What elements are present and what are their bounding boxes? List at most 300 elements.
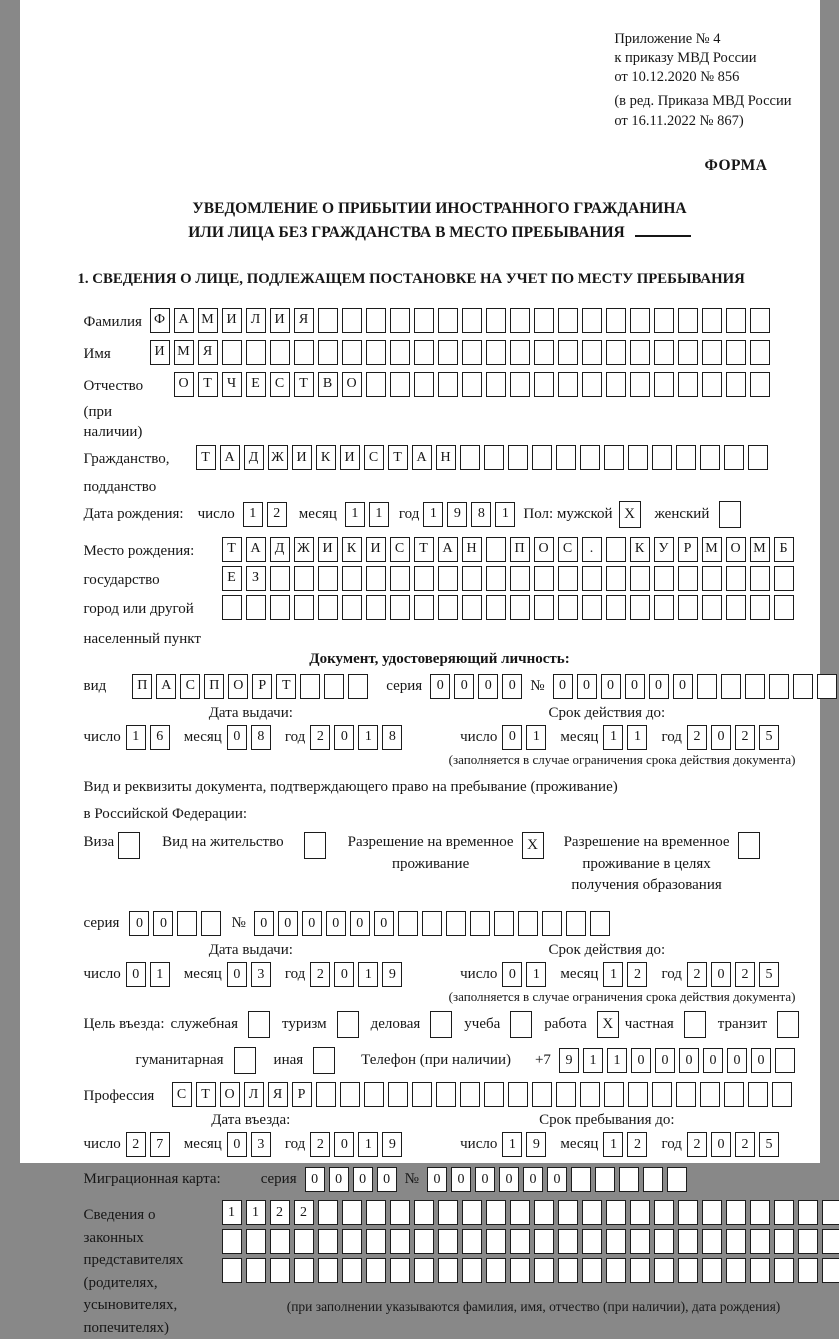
char-cell[interactable]: Ж (268, 445, 288, 470)
char-cell[interactable]: Л (246, 308, 266, 333)
char-cell[interactable] (318, 340, 338, 365)
char-cell[interactable] (438, 308, 458, 333)
char-cell[interactable] (558, 340, 578, 365)
char-cell[interactable] (726, 595, 746, 620)
char-cell[interactable]: П (132, 674, 152, 699)
char-cell[interactable]: 0 (703, 1048, 723, 1073)
char-cell[interactable] (414, 372, 434, 397)
char-cell[interactable]: 0 (302, 911, 322, 936)
purpose-humanitarian-checkbox[interactable] (234, 1047, 256, 1074)
char-cell[interactable]: 0 (334, 1132, 354, 1157)
char-cell[interactable] (606, 340, 626, 365)
char-cell[interactable]: 0 (326, 911, 346, 936)
char-cell[interactable] (318, 1229, 338, 1254)
char-cell[interactable] (494, 911, 514, 936)
char-cell[interactable] (726, 1200, 746, 1225)
char-cell[interactable] (366, 308, 386, 333)
char-cell[interactable] (414, 1200, 434, 1225)
char-cell[interactable] (270, 1229, 290, 1254)
char-cell[interactable]: 0 (502, 725, 522, 750)
char-cell[interactable] (678, 372, 698, 397)
char-cell[interactable]: 1 (603, 1132, 623, 1157)
char-cell[interactable] (678, 1200, 698, 1225)
char-cell[interactable] (201, 911, 221, 936)
char-cell[interactable]: 0 (625, 674, 645, 699)
char-cell[interactable] (294, 1258, 314, 1283)
char-cell[interactable]: Я (268, 1082, 288, 1107)
char-cell[interactable]: 0 (499, 1167, 519, 1192)
char-cell[interactable] (654, 566, 674, 591)
char-cell[interactable] (414, 340, 434, 365)
char-cell[interactable] (726, 340, 746, 365)
char-cell[interactable] (294, 340, 314, 365)
char-cell[interactable] (486, 595, 506, 620)
char-cell[interactable] (630, 308, 650, 333)
char-cell[interactable] (462, 308, 482, 333)
char-cell[interactable] (775, 1048, 795, 1073)
char-cell[interactable]: 2 (126, 1132, 146, 1157)
char-cell[interactable] (438, 372, 458, 397)
char-cell[interactable] (798, 1200, 818, 1225)
char-cell[interactable]: Ф (150, 308, 170, 333)
char-cell[interactable] (726, 566, 746, 591)
char-cell[interactable]: 1 (583, 1048, 603, 1073)
char-cell[interactable] (510, 1200, 530, 1225)
purpose-work-checkbox[interactable]: X (597, 1011, 619, 1038)
char-cell[interactable] (270, 1258, 290, 1283)
char-cell[interactable] (460, 1082, 480, 1107)
char-cell[interactable] (484, 1082, 504, 1107)
char-cell[interactable]: 1 (526, 725, 546, 750)
char-cell[interactable] (571, 1167, 591, 1192)
char-cell[interactable]: 1 (495, 502, 515, 527)
char-cell[interactable]: Ж (294, 537, 314, 562)
char-cell[interactable] (534, 595, 554, 620)
char-cell[interactable] (486, 537, 506, 562)
char-cell[interactable] (726, 1229, 746, 1254)
char-cell[interactable] (582, 1200, 602, 1225)
char-cell[interactable] (643, 1167, 663, 1192)
char-cell[interactable] (630, 1258, 650, 1283)
char-cell[interactable]: А (412, 445, 432, 470)
char-cell[interactable] (604, 1082, 624, 1107)
char-cell[interactable]: 0 (454, 674, 474, 699)
char-cell[interactable] (486, 340, 506, 365)
char-cell[interactable]: 1 (345, 502, 365, 527)
char-cell[interactable]: И (318, 537, 338, 562)
purpose-business-checkbox[interactable] (430, 1011, 452, 1038)
char-cell[interactable] (436, 1082, 456, 1107)
char-cell[interactable]: 0 (553, 674, 573, 699)
char-cell[interactable]: 0 (305, 1167, 325, 1192)
char-cell[interactable] (534, 1200, 554, 1225)
char-cell[interactable] (606, 372, 626, 397)
char-cell[interactable] (652, 1082, 672, 1107)
char-cell[interactable] (462, 372, 482, 397)
char-cell[interactable]: 9 (382, 962, 402, 987)
char-cell[interactable] (462, 1200, 482, 1225)
char-cell[interactable]: 0 (126, 962, 146, 987)
char-cell[interactable] (667, 1167, 687, 1192)
char-cell[interactable]: Т (196, 1082, 216, 1107)
char-cell[interactable] (300, 674, 320, 699)
char-cell[interactable]: Я (294, 308, 314, 333)
char-cell[interactable]: 0 (673, 674, 693, 699)
char-cell[interactable]: 8 (471, 502, 491, 527)
char-cell[interactable] (390, 308, 410, 333)
char-cell[interactable]: 1 (369, 502, 389, 527)
char-cell[interactable]: И (270, 308, 290, 333)
char-cell[interactable] (390, 1229, 410, 1254)
char-cell[interactable] (702, 1200, 722, 1225)
char-cell[interactable] (342, 595, 362, 620)
char-cell[interactable] (470, 911, 490, 936)
char-cell[interactable]: Т (414, 537, 434, 562)
char-cell[interactable] (590, 911, 610, 936)
char-cell[interactable] (750, 566, 770, 591)
char-cell[interactable] (438, 1229, 458, 1254)
char-cell[interactable]: С (390, 537, 410, 562)
char-cell[interactable] (462, 1229, 482, 1254)
char-cell[interactable] (316, 1082, 336, 1107)
char-cell[interactable] (532, 445, 552, 470)
char-cell[interactable] (628, 445, 648, 470)
char-cell[interactable]: 1 (126, 725, 146, 750)
char-cell[interactable]: 0 (374, 911, 394, 936)
char-cell[interactable]: Б (774, 537, 794, 562)
char-cell[interactable] (628, 1082, 648, 1107)
char-cell[interactable] (342, 308, 362, 333)
char-cell[interactable] (340, 1082, 360, 1107)
char-cell[interactable]: 9 (559, 1048, 579, 1073)
char-cell[interactable]: О (534, 537, 554, 562)
char-cell[interactable]: Р (252, 674, 272, 699)
char-cell[interactable] (390, 1258, 410, 1283)
char-cell[interactable] (822, 1258, 839, 1283)
residence-permit-checkbox[interactable] (304, 832, 326, 859)
char-cell[interactable] (772, 1082, 792, 1107)
char-cell[interactable] (700, 1082, 720, 1107)
char-cell[interactable] (566, 911, 586, 936)
char-cell[interactable] (606, 1200, 626, 1225)
char-cell[interactable] (462, 340, 482, 365)
char-cell[interactable] (412, 1082, 432, 1107)
char-cell[interactable]: 2 (310, 1132, 330, 1157)
char-cell[interactable]: 2 (627, 962, 647, 987)
char-cell[interactable]: 1 (243, 502, 263, 527)
char-cell[interactable]: 2 (310, 725, 330, 750)
char-cell[interactable]: 2 (735, 962, 755, 987)
char-cell[interactable] (438, 1258, 458, 1283)
char-cell[interactable] (726, 308, 746, 333)
char-cell[interactable] (390, 1200, 410, 1225)
purpose-private-checkbox[interactable] (684, 1011, 706, 1038)
char-cell[interactable] (366, 595, 386, 620)
char-cell[interactable]: А (438, 537, 458, 562)
char-cell[interactable] (630, 340, 650, 365)
char-cell[interactable]: 0 (655, 1048, 675, 1073)
char-cell[interactable] (342, 1200, 362, 1225)
char-cell[interactable] (556, 445, 576, 470)
char-cell[interactable] (558, 1258, 578, 1283)
char-cell[interactable]: 1 (358, 1132, 378, 1157)
char-cell[interactable]: Т (276, 674, 296, 699)
visa-checkbox[interactable] (118, 832, 140, 859)
char-cell[interactable]: 0 (478, 674, 498, 699)
char-cell[interactable] (246, 340, 266, 365)
char-cell[interactable] (246, 1258, 266, 1283)
char-cell[interactable] (750, 340, 770, 365)
char-cell[interactable] (438, 566, 458, 591)
char-cell[interactable]: 9 (382, 1132, 402, 1157)
char-cell[interactable] (678, 340, 698, 365)
char-cell[interactable] (582, 372, 602, 397)
char-cell[interactable]: Т (388, 445, 408, 470)
char-cell[interactable] (750, 595, 770, 620)
char-cell[interactable]: 2 (687, 962, 707, 987)
char-cell[interactable]: 0 (577, 674, 597, 699)
char-cell[interactable]: А (246, 537, 266, 562)
char-cell[interactable]: С (558, 537, 578, 562)
char-cell[interactable] (654, 308, 674, 333)
male-checkbox[interactable]: X (619, 501, 641, 528)
char-cell[interactable]: 1 (627, 725, 647, 750)
char-cell[interactable]: 0 (649, 674, 669, 699)
char-cell[interactable] (556, 1082, 576, 1107)
char-cell[interactable]: 1 (502, 1132, 522, 1157)
char-cell[interactable]: 0 (475, 1167, 495, 1192)
char-cell[interactable] (774, 566, 794, 591)
char-cell[interactable] (606, 1229, 626, 1254)
char-cell[interactable] (750, 1229, 770, 1254)
char-cell[interactable]: 9 (447, 502, 467, 527)
char-cell[interactable]: 6 (150, 725, 170, 750)
char-cell[interactable]: 1 (150, 962, 170, 987)
char-cell[interactable] (604, 445, 624, 470)
char-cell[interactable] (366, 1229, 386, 1254)
char-cell[interactable]: 1 (603, 725, 623, 750)
char-cell[interactable]: Е (222, 566, 242, 591)
char-cell[interactable] (774, 595, 794, 620)
char-cell[interactable] (582, 1229, 602, 1254)
char-cell[interactable] (364, 1082, 384, 1107)
purpose-transit-checkbox[interactable] (777, 1011, 799, 1038)
char-cell[interactable] (510, 372, 530, 397)
char-cell[interactable] (246, 1229, 266, 1254)
char-cell[interactable]: К (316, 445, 336, 470)
char-cell[interactable] (510, 1229, 530, 1254)
char-cell[interactable] (534, 340, 554, 365)
char-cell[interactable] (580, 1082, 600, 1107)
char-cell[interactable] (324, 674, 344, 699)
char-cell[interactable]: К (342, 537, 362, 562)
char-cell[interactable] (678, 595, 698, 620)
char-cell[interactable]: М (750, 537, 770, 562)
char-cell[interactable]: А (156, 674, 176, 699)
char-cell[interactable] (726, 372, 746, 397)
char-cell[interactable]: Т (294, 372, 314, 397)
char-cell[interactable] (510, 340, 530, 365)
char-cell[interactable]: 2 (310, 962, 330, 987)
char-cell[interactable]: 0 (711, 725, 731, 750)
char-cell[interactable] (542, 911, 562, 936)
char-cell[interactable] (697, 674, 717, 699)
char-cell[interactable]: 2 (687, 1132, 707, 1157)
char-cell[interactable] (750, 1258, 770, 1283)
char-cell[interactable]: 1 (423, 502, 443, 527)
char-cell[interactable]: 2 (735, 1132, 755, 1157)
char-cell[interactable]: М (702, 537, 722, 562)
char-cell[interactable] (438, 1200, 458, 1225)
char-cell[interactable]: 8 (382, 725, 402, 750)
char-cell[interactable] (486, 372, 506, 397)
char-cell[interactable]: 2 (270, 1200, 290, 1225)
char-cell[interactable]: В (318, 372, 338, 397)
char-cell[interactable] (390, 566, 410, 591)
char-cell[interactable]: И (340, 445, 360, 470)
char-cell[interactable] (462, 1258, 482, 1283)
char-cell[interactable] (318, 308, 338, 333)
char-cell[interactable]: 7 (150, 1132, 170, 1157)
char-cell[interactable] (508, 445, 528, 470)
purpose-official-checkbox[interactable] (248, 1011, 270, 1038)
char-cell[interactable]: 0 (227, 962, 247, 987)
char-cell[interactable]: С (172, 1082, 192, 1107)
char-cell[interactable] (414, 595, 434, 620)
char-cell[interactable]: С (180, 674, 200, 699)
char-cell[interactable] (678, 308, 698, 333)
char-cell[interactable] (414, 308, 434, 333)
char-cell[interactable] (270, 595, 290, 620)
char-cell[interactable] (222, 340, 242, 365)
char-cell[interactable]: Я (198, 340, 218, 365)
char-cell[interactable]: П (510, 537, 530, 562)
char-cell[interactable] (630, 595, 650, 620)
char-cell[interactable]: 2 (735, 725, 755, 750)
char-cell[interactable] (745, 674, 765, 699)
char-cell[interactable]: Ч (222, 372, 242, 397)
char-cell[interactable] (398, 911, 418, 936)
char-cell[interactable] (721, 674, 741, 699)
char-cell[interactable] (582, 595, 602, 620)
char-cell[interactable]: 0 (631, 1048, 651, 1073)
char-cell[interactable] (678, 1258, 698, 1283)
purpose-study-checkbox[interactable] (510, 1011, 532, 1038)
char-cell[interactable] (702, 566, 722, 591)
char-cell[interactable]: 0 (153, 911, 173, 936)
char-cell[interactable] (366, 566, 386, 591)
char-cell[interactable] (388, 1082, 408, 1107)
char-cell[interactable] (534, 308, 554, 333)
char-cell[interactable]: Т (222, 537, 242, 562)
char-cell[interactable] (630, 566, 650, 591)
char-cell[interactable]: 0 (427, 1167, 447, 1192)
char-cell[interactable] (318, 1258, 338, 1283)
char-cell[interactable] (318, 566, 338, 591)
char-cell[interactable] (342, 1229, 362, 1254)
char-cell[interactable]: А (174, 308, 194, 333)
char-cell[interactable]: 1 (603, 962, 623, 987)
char-cell[interactable] (222, 1258, 242, 1283)
char-cell[interactable] (270, 566, 290, 591)
char-cell[interactable] (817, 674, 837, 699)
char-cell[interactable] (652, 445, 672, 470)
char-cell[interactable]: 0 (502, 962, 522, 987)
char-cell[interactable]: М (174, 340, 194, 365)
female-checkbox[interactable] (719, 501, 741, 528)
char-cell[interactable] (534, 1258, 554, 1283)
char-cell[interactable]: Л (244, 1082, 264, 1107)
char-cell[interactable] (724, 1082, 744, 1107)
char-cell[interactable]: 0 (751, 1048, 771, 1073)
char-cell[interactable] (582, 340, 602, 365)
char-cell[interactable] (342, 1258, 362, 1283)
char-cell[interactable]: П (204, 674, 224, 699)
char-cell[interactable] (510, 308, 530, 333)
char-cell[interactable] (793, 674, 813, 699)
char-cell[interactable] (510, 1258, 530, 1283)
char-cell[interactable] (534, 1229, 554, 1254)
char-cell[interactable] (774, 1258, 794, 1283)
char-cell[interactable] (510, 566, 530, 591)
char-cell[interactable] (366, 1258, 386, 1283)
char-cell[interactable] (518, 911, 538, 936)
char-cell[interactable] (654, 372, 674, 397)
char-cell[interactable] (654, 340, 674, 365)
char-cell[interactable] (462, 566, 482, 591)
purpose-tourism-checkbox[interactable] (337, 1011, 359, 1038)
char-cell[interactable] (702, 340, 722, 365)
char-cell[interactable] (460, 445, 480, 470)
char-cell[interactable]: 5 (759, 1132, 779, 1157)
char-cell[interactable] (422, 911, 442, 936)
char-cell[interactable] (177, 911, 197, 936)
char-cell[interactable]: 1 (526, 962, 546, 987)
char-cell[interactable]: 5 (759, 962, 779, 987)
char-cell[interactable]: 0 (451, 1167, 471, 1192)
char-cell[interactable] (414, 566, 434, 591)
char-cell[interactable]: Е (246, 372, 266, 397)
char-cell[interactable] (748, 445, 768, 470)
char-cell[interactable]: Н (462, 537, 482, 562)
char-cell[interactable] (595, 1167, 615, 1192)
char-cell[interactable] (774, 1229, 794, 1254)
char-cell[interactable]: 0 (329, 1167, 349, 1192)
char-cell[interactable]: К (630, 537, 650, 562)
char-cell[interactable] (414, 1258, 434, 1283)
char-cell[interactable]: 9 (526, 1132, 546, 1157)
char-cell[interactable] (676, 1082, 696, 1107)
char-cell[interactable] (654, 595, 674, 620)
char-cell[interactable] (348, 674, 368, 699)
char-cell[interactable] (702, 1229, 722, 1254)
char-cell[interactable] (438, 340, 458, 365)
char-cell[interactable]: 0 (601, 674, 621, 699)
char-cell[interactable]: 1 (222, 1200, 242, 1225)
char-cell[interactable] (702, 308, 722, 333)
char-cell[interactable]: 0 (278, 911, 298, 936)
char-cell[interactable]: 0 (711, 962, 731, 987)
char-cell[interactable] (748, 1082, 768, 1107)
char-cell[interactable] (619, 1167, 639, 1192)
char-cell[interactable] (558, 566, 578, 591)
char-cell[interactable]: У (654, 537, 674, 562)
char-cell[interactable] (676, 445, 696, 470)
char-cell[interactable]: Н (436, 445, 456, 470)
char-cell[interactable]: И (366, 537, 386, 562)
char-cell[interactable] (390, 595, 410, 620)
char-cell[interactable]: Р (292, 1082, 312, 1107)
